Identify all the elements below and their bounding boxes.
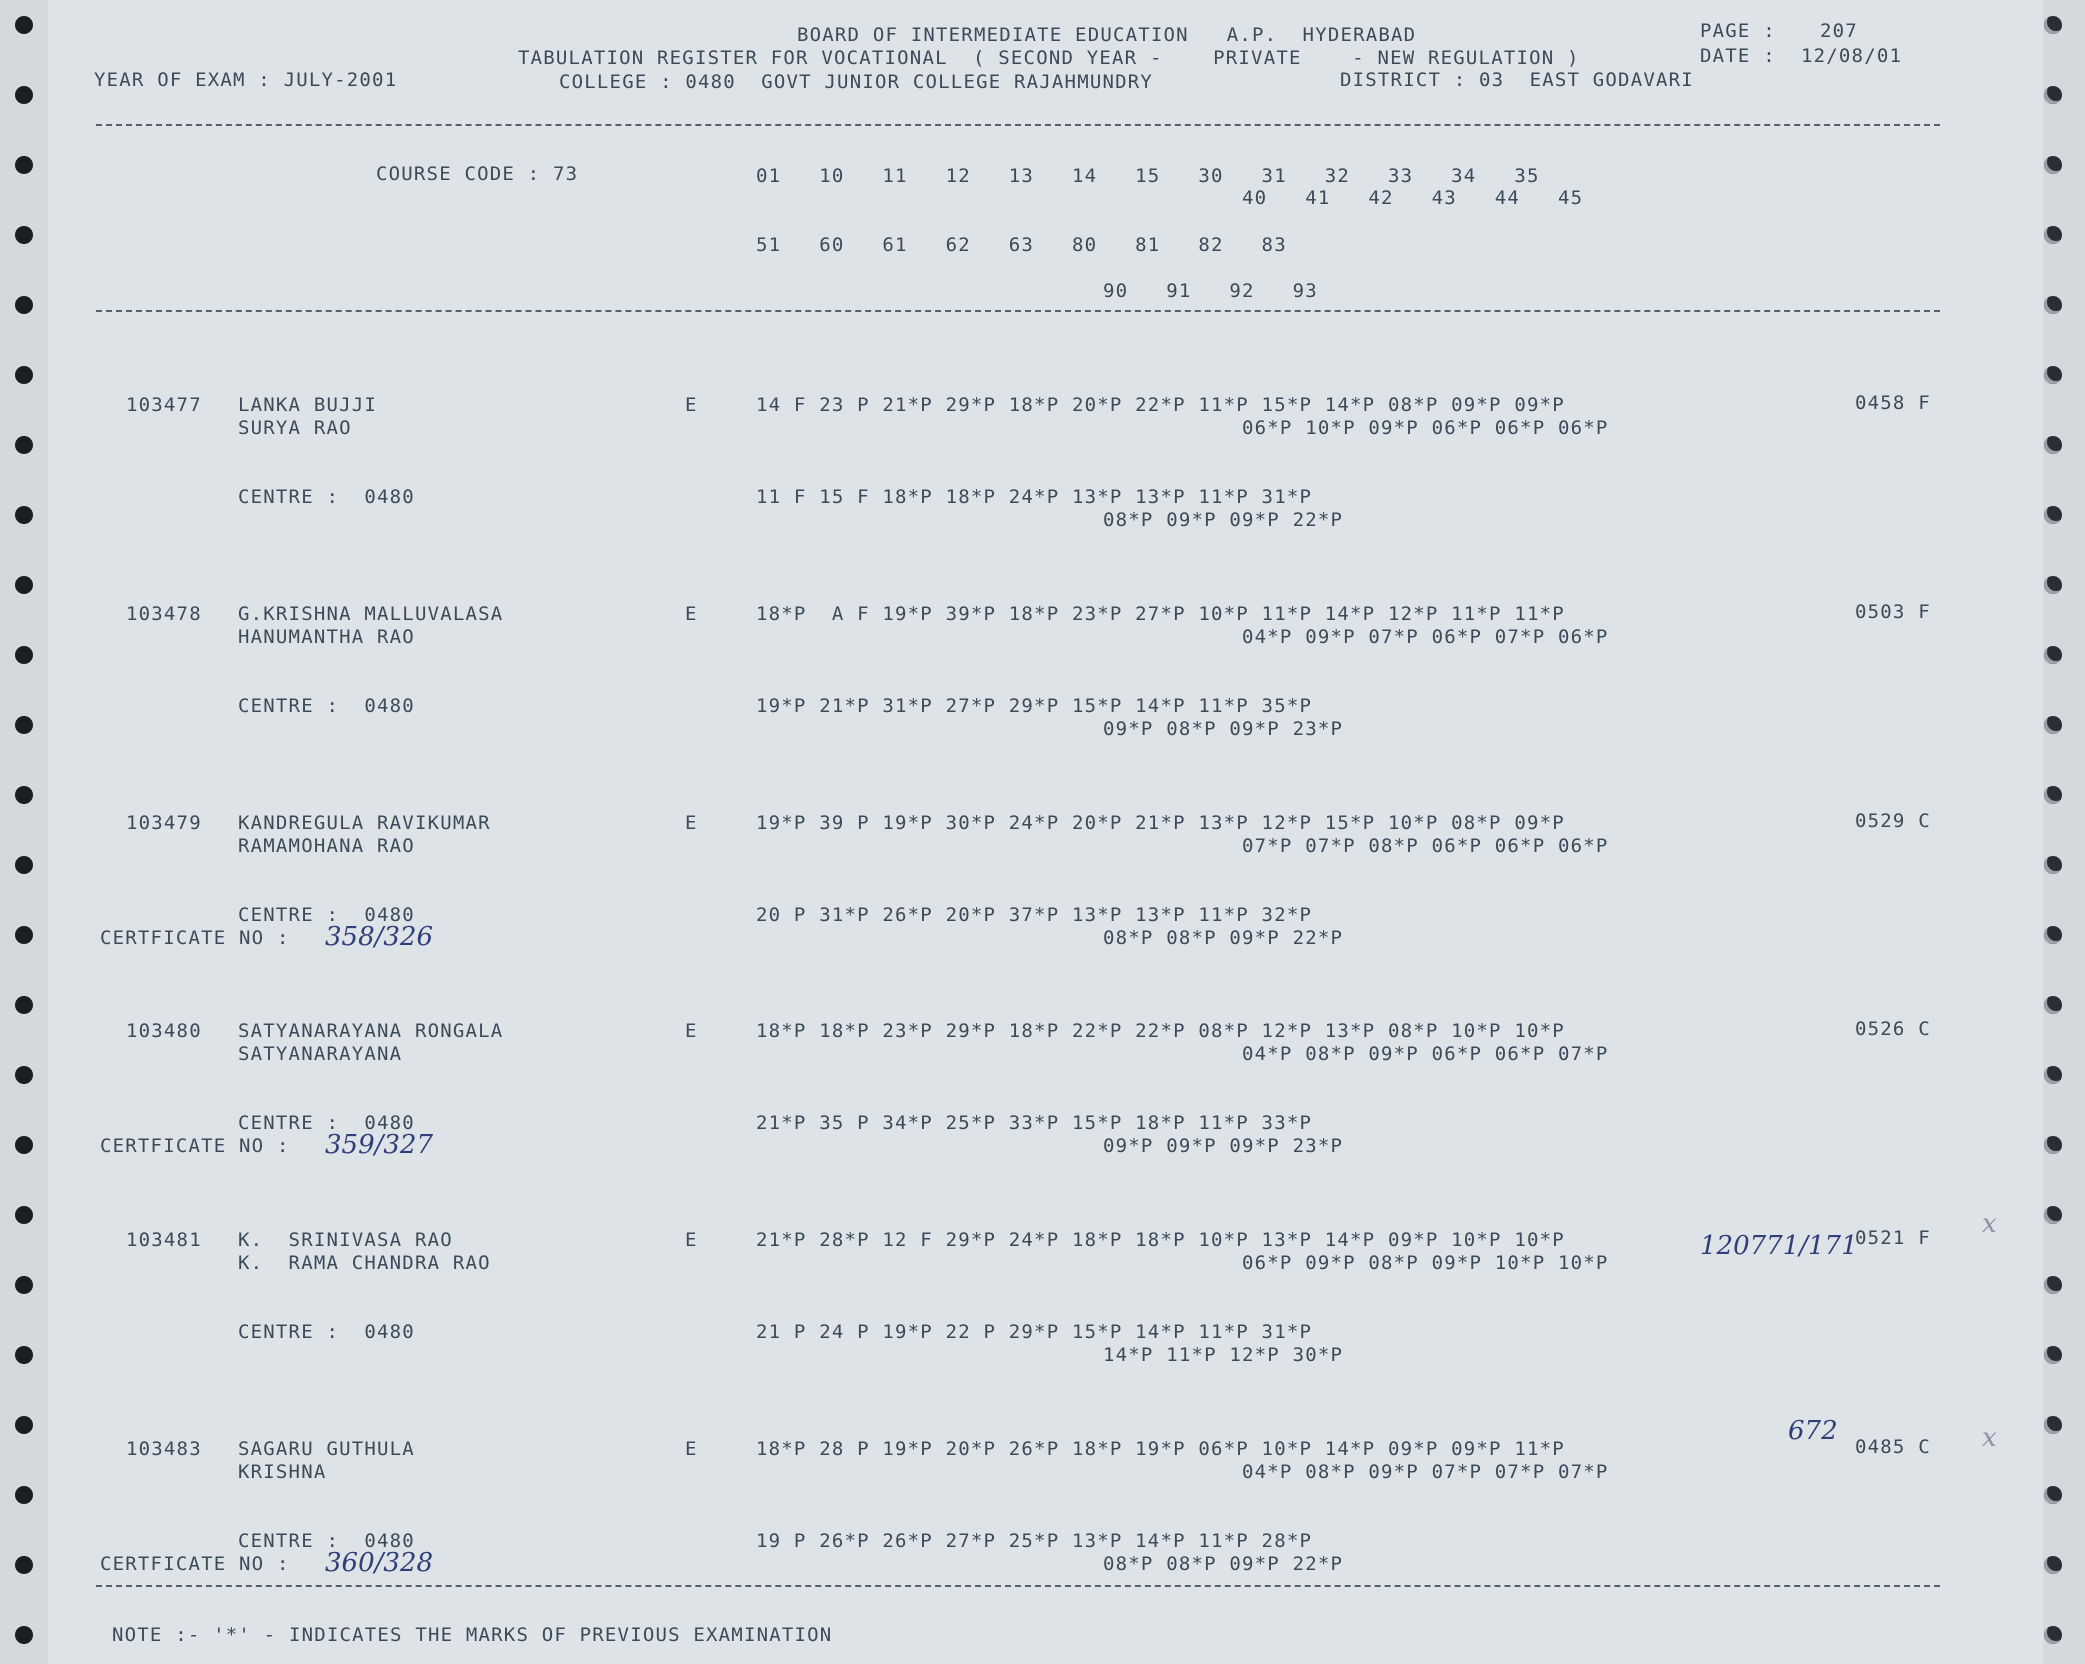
feed-hole (15, 576, 33, 594)
feed-hole (2044, 1136, 2062, 1154)
feed-hole (15, 506, 33, 524)
marks-line-1b: 04*P 09*P 07*P 06*P 07*P 06*P (1242, 626, 1609, 648)
district-line: DISTRICT : 03 EAST GODAVARI (1340, 69, 1694, 91)
roll-number: 103478 (126, 603, 202, 625)
feed-hole (15, 1136, 33, 1154)
subject-codes-row-1: 01 10 11 12 13 14 15 30 31 32 33 34 35 (756, 165, 1540, 187)
centre-code: CENTRE : 0480 (238, 1530, 415, 1552)
subject-codes-row-3: 90 91 92 93 (1103, 280, 1318, 302)
medium-code: E (685, 1229, 698, 1251)
father-name: SATYANARAYANA (238, 1043, 403, 1065)
father-name: HANUMANTHA RAO (238, 626, 415, 648)
feed-hole (2044, 226, 2062, 244)
feed-hole (2044, 296, 2062, 314)
student-name: KANDREGULA RAVIKUMAR (238, 812, 491, 834)
marks-line-2: 21*P 35 P 34*P 25*P 33*P 15*P 18*P 11*P 33*P (756, 1112, 1313, 1134)
marks-line-1: 18*P 28 P 19*P 20*P 26*P 18*P 19*P 06*P 10*P 14*P 09*P 09*P 11*P (756, 1438, 1565, 1460)
page-number: 207 (1820, 20, 1858, 42)
centre-code: CENTRE : 0480 (238, 1321, 415, 1343)
tractor-feed-right (2033, 0, 2073, 1664)
roll-number: 103479 (126, 812, 202, 834)
print-date: 12/08/01 (1801, 45, 1903, 67)
margin-tick-mark: x (1982, 1209, 1997, 1239)
certificate-label: CERTFICATE NO : (100, 927, 290, 949)
feed-hole (15, 926, 33, 944)
medium-code: E (685, 1438, 698, 1460)
medium-code: E (685, 1020, 698, 1042)
student-name: LANKA BUJJI (238, 394, 378, 416)
feed-hole (2044, 1206, 2062, 1224)
marks-line-1: 18*P 18*P 23*P 29*P 18*P 22*P 22*P 08*P 12*P 13*P 08*P 10*P 10*P (756, 1020, 1565, 1042)
subject-codes-row-1b: 40 41 42 43 44 45 (1242, 187, 1584, 209)
feed-hole (15, 1486, 33, 1504)
father-name: RAMAMOHANA RAO (238, 835, 415, 857)
feed-hole (15, 856, 33, 874)
feed-hole (2044, 786, 2062, 804)
feed-hole (2044, 156, 2062, 174)
feed-hole (15, 226, 33, 244)
total-result: 0521 F (1855, 1227, 1931, 1249)
feed-hole (2044, 436, 2062, 454)
feed-hole (15, 786, 33, 804)
year-of-exam: YEAR OF EXAM : JULY-2001 (94, 69, 398, 91)
feed-hole (15, 436, 33, 454)
feed-hole (15, 86, 33, 104)
subject-codes-row-2: 51 60 61 62 63 80 81 82 83 (756, 234, 1287, 256)
marks-line-2b: 14*P 11*P 12*P 30*P (1103, 1344, 1344, 1366)
feed-hole (2044, 1346, 2062, 1364)
centre-code: CENTRE : 0480 (238, 1112, 415, 1134)
footer-rule (96, 1585, 1940, 1587)
feed-hole (15, 16, 33, 34)
total-result: 0485 C (1855, 1436, 1931, 1458)
feed-hole (15, 1276, 33, 1294)
board-title: BOARD OF INTERMEDIATE EDUCATION A.P. HYDERABAD (797, 24, 1417, 46)
feed-hole (15, 1066, 33, 1084)
feed-hole (15, 1626, 33, 1644)
feed-hole (15, 716, 33, 734)
feed-hole (2044, 506, 2062, 524)
feed-hole (2044, 366, 2062, 384)
medium-code: E (685, 394, 698, 416)
feed-hole (2044, 1626, 2062, 1644)
margin-tick-mark: x (1982, 1423, 1997, 1453)
roll-number: 103480 (126, 1020, 202, 1042)
feed-hole (2044, 1416, 2062, 1434)
student-name: SATYANARAYANA RONGALA (238, 1020, 504, 1042)
roll-number: 103483 (126, 1438, 202, 1460)
father-name: K. RAMA CHANDRA RAO (238, 1252, 491, 1274)
medium-code: E (685, 812, 698, 834)
roll-number: 103481 (126, 1229, 202, 1251)
feed-hole (2044, 646, 2062, 664)
marks-line-1: 14 F 23 P 21*P 29*P 18*P 20*P 22*P 11*P 15*P 14*P 08*P 09*P 09*P (756, 394, 1565, 416)
marks-line-2b: 09*P 09*P 09*P 23*P (1103, 1135, 1344, 1157)
margin-note-handwritten: 672 (1788, 1416, 1838, 1446)
feed-hole (2044, 996, 2062, 1014)
feed-hole (15, 156, 33, 174)
feed-hole (2044, 1486, 2062, 1504)
marks-line-1: 19*P 39 P 19*P 30*P 24*P 20*P 21*P 13*P 12*P 15*P 10*P 08*P 09*P (756, 812, 1565, 834)
marks-line-1b: 04*P 08*P 09*P 07*P 07*P 07*P (1242, 1461, 1609, 1483)
feed-hole (2044, 1276, 2062, 1294)
marks-line-2b: 08*P 09*P 09*P 22*P (1103, 509, 1344, 531)
student-name: G.KRISHNA MALLUVALASA (238, 603, 504, 625)
feed-hole (15, 646, 33, 664)
feed-hole (15, 296, 33, 314)
marks-line-2b: 08*P 08*P 09*P 22*P (1103, 927, 1344, 949)
feed-hole (15, 1556, 33, 1574)
marks-line-2: 19*P 21*P 31*P 27*P 29*P 15*P 14*P 11*P 35*P (756, 695, 1313, 717)
tractor-feed-left (4, 0, 44, 1664)
feed-hole (2044, 716, 2062, 734)
total-result: 0503 F (1855, 601, 1931, 623)
feed-hole (2044, 86, 2062, 104)
feed-hole (2044, 856, 2062, 874)
certificate-number-handwritten: 360/328 (325, 1548, 434, 1578)
feed-hole (2044, 926, 2062, 944)
total-result: 0526 C (1855, 1018, 1931, 1040)
course-code: COURSE CODE : 73 (376, 163, 579, 185)
college-line: COLLEGE : 0480 GOVT JUNIOR COLLEGE RAJAHMUNDRY (559, 71, 1154, 93)
total-result: 0458 F (1855, 392, 1931, 414)
father-name: KRISHNA (238, 1461, 327, 1483)
certificate-label: CERTFICATE NO : (100, 1553, 290, 1575)
feed-hole (2044, 1066, 2062, 1084)
feed-hole (15, 1416, 33, 1434)
marks-line-1: 21*P 28*P 12 F 29*P 24*P 18*P 18*P 10*P 13*P 14*P 09*P 10*P 10*P (756, 1229, 1565, 1251)
certificate-label: CERTFICATE NO : (100, 1135, 290, 1157)
marks-line-2: 21 P 24 P 19*P 22 P 29*P 15*P 14*P 11*P 31*P (756, 1321, 1313, 1343)
feed-hole (15, 1206, 33, 1224)
margin-note-handwritten: 120771/171 (1700, 1231, 1858, 1261)
centre-code: CENTRE : 0480 (238, 486, 415, 508)
marks-line-1b: 07*P 07*P 08*P 06*P 06*P 06*P (1242, 835, 1609, 857)
medium-code: E (685, 603, 698, 625)
feed-hole (15, 366, 33, 384)
total-result: 0529 C (1855, 810, 1931, 832)
marks-line-1b: 04*P 08*P 09*P 06*P 06*P 07*P (1242, 1043, 1609, 1065)
feed-hole (2044, 576, 2062, 594)
student-name: SAGARU GUTHULA (238, 1438, 415, 1460)
centre-code: CENTRE : 0480 (238, 904, 415, 926)
student-name: K. SRINIVASA RAO (238, 1229, 453, 1251)
marks-line-2: 19 P 26*P 26*P 27*P 25*P 13*P 14*P 11*P 28*P (756, 1530, 1313, 1552)
feed-hole (2044, 1556, 2062, 1574)
marks-line-1b: 06*P 10*P 09*P 06*P 06*P 06*P (1242, 417, 1609, 439)
certificate-number-handwritten: 358/326 (325, 922, 434, 952)
footer-note: NOTE :- '*' - INDICATES THE MARKS OF PREVIOUS EXAMINATION (112, 1624, 833, 1646)
header-rule (96, 124, 1940, 126)
feed-hole (15, 1346, 33, 1364)
marks-line-1b: 06*P 09*P 08*P 09*P 10*P 10*P (1242, 1252, 1609, 1274)
roll-number: 103477 (126, 394, 202, 416)
subject-rule (96, 310, 1940, 312)
marks-line-2: 11 F 15 F 18*P 18*P 24*P 13*P 13*P 11*P 31*P (756, 486, 1313, 508)
feed-hole (2044, 16, 2062, 34)
register-title: TABULATION REGISTER FOR VOCATIONAL ( SECOND YEAR - PRIVATE - NEW REGULATION ) (518, 47, 1580, 69)
father-name: SURYA RAO (238, 417, 352, 439)
centre-code: CENTRE : 0480 (238, 695, 415, 717)
marks-line-2b: 09*P 08*P 09*P 23*P (1103, 718, 1344, 740)
certificate-number-handwritten: 359/327 (325, 1130, 434, 1160)
feed-hole (15, 996, 33, 1014)
marks-line-1: 18*P A F 19*P 39*P 18*P 23*P 27*P 10*P 11*P 14*P 12*P 11*P 11*P (756, 603, 1565, 625)
date-label: DATE : (1700, 45, 1776, 67)
marks-line-2b: 08*P 08*P 09*P 22*P (1103, 1553, 1344, 1575)
page-label: PAGE : (1700, 20, 1776, 42)
marks-line-2: 20 P 31*P 26*P 20*P 37*P 13*P 13*P 11*P 32*P (756, 904, 1313, 926)
